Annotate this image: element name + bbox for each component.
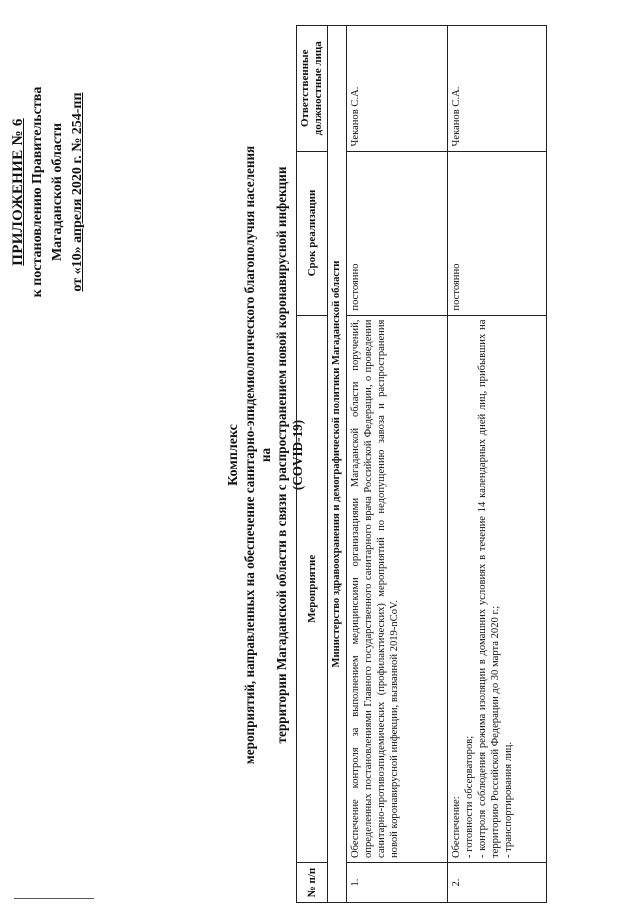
section-title: Министерство здравоохранения и демографической политики Магаданской области — [328, 26, 346, 903]
row-number: 1. — [346, 863, 447, 903]
activity-line: Обеспечение: — [450, 796, 462, 859]
document-title — [226, 145, 306, 765]
appendix-header — [8, 42, 88, 342]
appendix-number: ПРИЛОЖЕНИЕ № 6 — [10, 118, 26, 266]
activity-line: - готовности обсерваторов; — [463, 735, 475, 859]
header-term: Срок реализации — [297, 151, 328, 315]
title-line-1: мероприятий, направленных на обеспечение санитарно-эпидемиологического благополучия населения на — [242, 145, 273, 765]
activity-line: - контроля соблюдения режима изоляции в домашних условиях в течение 14 календарных дней лиц, прибывших на территорию Российской Федерации до 30 марта 2020 г.; — [477, 319, 502, 859]
row-term: постоянно — [447, 151, 546, 315]
measures-table — [296, 25, 547, 903]
header-num: № п/п — [297, 863, 328, 903]
section-row — [328, 26, 346, 903]
row-responsible: Чеканов С.А. — [447, 26, 546, 152]
appendix-decree-ref: к постановлению Правительства — [30, 86, 45, 298]
header-responsible: Ответственные должностные лица — [297, 26, 328, 152]
activity-line: - транспортирования лиц. — [503, 741, 515, 859]
table-row — [346, 26, 447, 903]
scan-edge-line — [14, 898, 94, 899]
title-heading: Комплекс — [226, 424, 241, 486]
row-activity: Обеспечение контроля за выполнением медицинскими организациями Магаданской области поручений, определенных постановлениями Главного государственного санитарного врача Российской Федерации, о проведении санитарно-противоэпидемических (профилактических) мероприятий по недопущению завоза и распространения новой коронавирусной инфекции, вызванной 2019-nCoV. — [346, 315, 447, 862]
header-activity: Мероприятие — [297, 315, 328, 862]
table-header-row — [297, 26, 328, 903]
row-activity — [447, 315, 546, 862]
appendix-region: Магаданской области — [50, 122, 65, 262]
appendix-date-text: от «10» апреля 2020 г. № 254-пп — [70, 92, 85, 292]
row-number: 2. — [447, 863, 546, 903]
row-term: постоянно — [346, 151, 447, 315]
table-row — [447, 26, 546, 903]
appendix-date — [68, 42, 88, 342]
title-line-2: территории Магаданской области в связи с распространением новой коронавирусной инфекции (COVID-19) — [274, 166, 305, 744]
row-responsible: Чеканов С.А. — [346, 26, 447, 152]
